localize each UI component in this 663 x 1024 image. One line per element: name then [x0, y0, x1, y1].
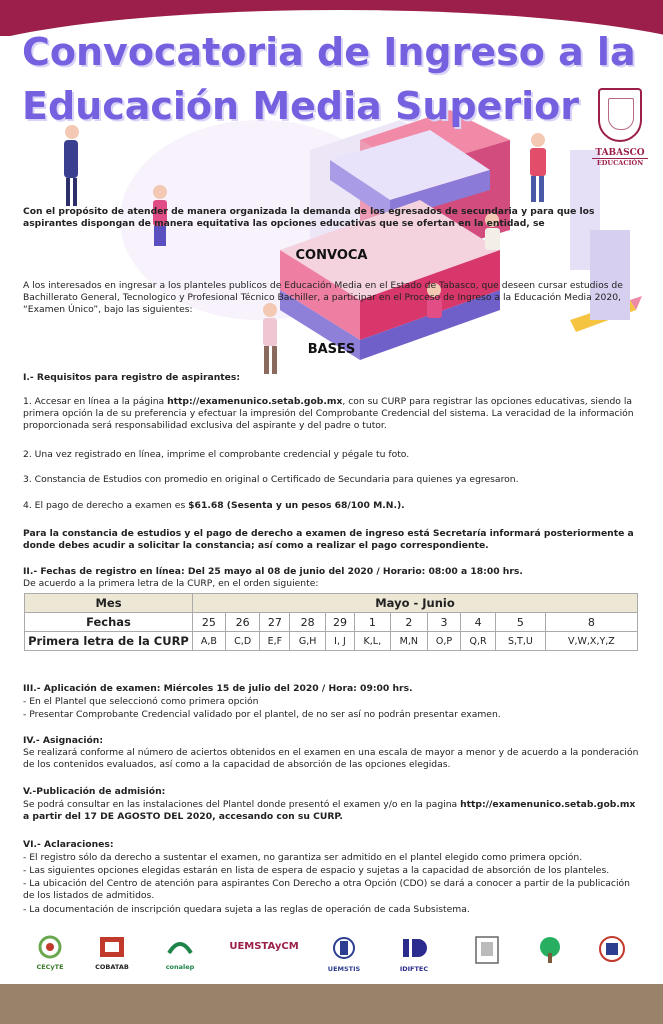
date-cell: 26 [225, 613, 260, 632]
section1-title: I.- Requisitos para registro de aspirantes: [23, 372, 241, 383]
requirement-4-text: 4. El pago de derecho a examen es [23, 500, 189, 511]
letter-cell: A,B [193, 632, 226, 651]
institution-logo-9 [594, 935, 630, 975]
date-cell: 28 [290, 613, 326, 632]
logo-text-educacion: EDUCACIÓN [592, 158, 648, 167]
cobatab-icon [97, 935, 127, 959]
requirement-3: 3. Constancia de Estudios con promedio en original o Certificado de Secundaria para quienes ya egresaron. [23, 474, 519, 485]
date-cell: 25 [193, 613, 226, 632]
date-cell: 8 [545, 613, 637, 632]
logo-text-tabasco: TABASCO [595, 148, 645, 158]
letter-cell: M,N [390, 632, 427, 651]
idiftec-icon [399, 935, 429, 961]
section5-title: V.-Publicación de admisión: [23, 786, 166, 797]
letter-cell: I, J [326, 632, 355, 651]
requirement-1-text-a: 1. Accesar en línea a la página [23, 396, 168, 407]
date-cell: 29 [326, 613, 355, 632]
date-cell: 3 [427, 613, 460, 632]
section1-note: Para la constancia de estudios y el pago de derecho a examen de ingreso está Secretaría informará posteriormente a donde debes acudir a solicitar la constancia; así como a realizar el pago correspondiente. [23, 528, 634, 552]
institution-logo-7 [470, 935, 504, 975]
uemstaycm-text: UEMSTAyCM [229, 941, 299, 952]
mes-label: Mes [25, 594, 193, 613]
requirement-4 [23, 500, 640, 512]
convoca-heading: CONVOCA [295, 248, 368, 263]
section4-title: IV.- Asignación: [23, 735, 104, 746]
bottom-band [0, 984, 663, 1024]
fechas-label: Fechas [25, 613, 193, 632]
emblem-icon [473, 935, 501, 965]
tabasco-logo [592, 88, 648, 186]
circle-emblem-icon [598, 935, 626, 965]
idiftec-text: IDIFTEC [399, 965, 429, 973]
date-cell: 1 [354, 613, 390, 632]
letters-row [25, 632, 638, 651]
letra-label: Primera letra de la CURP [25, 632, 193, 651]
cobatab-text: COBATAB [95, 963, 129, 971]
mes-value: Mayo - Junio [193, 594, 638, 613]
letter-cell: V,W,X,Y,Z [545, 632, 637, 651]
registration-calendar-table [24, 593, 638, 651]
uemstis-icon [331, 935, 357, 961]
intro-paragraph: Con el propósito de atender de manera organizada la demanda de los egresados de secundaria y para que los aspirantes dispongan de manera equitativa las opciones educativas que se ofertan en la entidad, se [23, 206, 595, 230]
requirement-1-text-b: , con su CURP para registrar las opciones educativas, siendo la primera opción la de su preferencia y efectuar la impresión del Comprobante Credencial del sistema. La veracidad de la información proporcionada será responsabilidad exclusiva del aspirante y del padre o tutor. [23, 396, 634, 432]
section6-line-1: - El registro sólo da derecho a sustentar el examen, no garantiza ser admitido en el plantel elegido como primera opción. [23, 852, 583, 863]
section5-date: a partir del 17 DE AGOSTO DEL 2020, accesando con su CURP. [23, 811, 343, 823]
date-cell: 5 [496, 613, 546, 632]
bases-heading: BASES [307, 342, 356, 357]
title-line-1: Convocatoria de Ingreso a la [22, 30, 636, 74]
date-cell: 4 [461, 613, 496, 632]
section6-line-4: - La documentación de inscripción quedara sujeta a las reglas de operación de cada Subsistema. [23, 904, 470, 915]
results-url-link[interactable]: http://examenunico.setab.gob.mx [460, 799, 636, 810]
convoca-paragraph: A los interesados en ingresar a los planteles publicos de Educación Media en el Estado de Tabasco, que deseen cursar estudios de Bachillerato General, Tecnologico y Profesional Técnico Bachiller, a participar en el Proceso de Ingreso a la Educación Media 2020, “Examen Único”, bajo las siguientes: [23, 280, 623, 316]
tree-icon [533, 935, 567, 965]
letter-cell: G,H [290, 632, 326, 651]
uemstaycm-logo [216, 935, 312, 975]
section3-title: III.- Aplicación de examen: Miércoles 15 de julio del 2020 / Hora: 09:00 hrs. [23, 683, 413, 694]
cobatab-logo [90, 935, 134, 975]
section3-line-2: - Presentar Comprobante Credencial validado por el plantel, de no ser así no podrán presentar examen. [23, 709, 501, 720]
cecyte-logo [30, 935, 70, 975]
section3-line-1: - En el Plantel que seleccionó como primera opción [23, 696, 259, 707]
section6-line-3: - La ubicación del Centro de atención para aspirantes Con Derecho a otra Opción (CDO) se dará a conocer a partir de la publicación de los listados de admitidos. [23, 878, 630, 902]
institution-logos [20, 935, 640, 975]
letter-cell: E,F [260, 632, 290, 651]
section2-subtitle: De acuerdo a la primera letra de la CURP, en el orden siguiente: [23, 578, 319, 589]
uemstis-text: UEMSTIS [327, 965, 361, 973]
letter-cell: S,T,U [496, 632, 546, 651]
requirement-2: 2. Una vez registrado en línea, imprime el comprobante credencial y pégale tu foto. [23, 449, 410, 460]
exam-fee: $61.68 (Sesenta y un pesos 68/100 M.N.). [188, 500, 405, 511]
conalep-icon [165, 935, 195, 959]
title-line-2: Educación Media Superior [22, 84, 580, 128]
institution-logo-8 [530, 935, 570, 975]
exam-url-link[interactable]: http://examenunico.setab.gob.mx [167, 396, 343, 407]
letter-cell: K,L, [354, 632, 390, 651]
letter-cell: O,P [427, 632, 460, 651]
fechas-row [25, 613, 638, 632]
letter-cell: Q,R [461, 632, 496, 651]
idiftec-logo [392, 935, 436, 975]
section6-line-2: - Las siguientes opciones elegidas estarán en lista de espera de espacio y sujetas a la capacidad de absorción de los planteles. [23, 865, 610, 876]
section4-text: Se realizará conforme al número de aciertos obtenidos en el examen en una escala de mayor a menor y de acuerdo a la ponderación de los contenidos evaluados, así como a la capacidad de absorción de las opciones elegidas. [23, 747, 639, 771]
section5-text [23, 799, 640, 823]
date-cell: 27 [260, 613, 290, 632]
section2-title: II.- Fechas de registro en línea: Del 25 mayo al 08 de junio del 2020 / Horario: 08:00 a 18:00 hrs. [23, 566, 523, 577]
section5-text-a: Se podrá consultar en las instalaciones del Plantel donde presentó el examen y/o en la pagina [23, 799, 461, 810]
conalep-text: conalep [165, 963, 195, 971]
section6-title: VI.- Aclaraciones: [23, 839, 114, 850]
conalep-logo [158, 935, 202, 975]
requirement-1 [23, 396, 640, 433]
letter-cell: C,D [225, 632, 260, 651]
cecyte-text: CECyTE [36, 963, 64, 971]
coat-of-arms-icon [598, 88, 642, 142]
cecyte-icon [36, 935, 64, 959]
uemstis-logo [324, 935, 364, 975]
date-cell: 2 [390, 613, 427, 632]
